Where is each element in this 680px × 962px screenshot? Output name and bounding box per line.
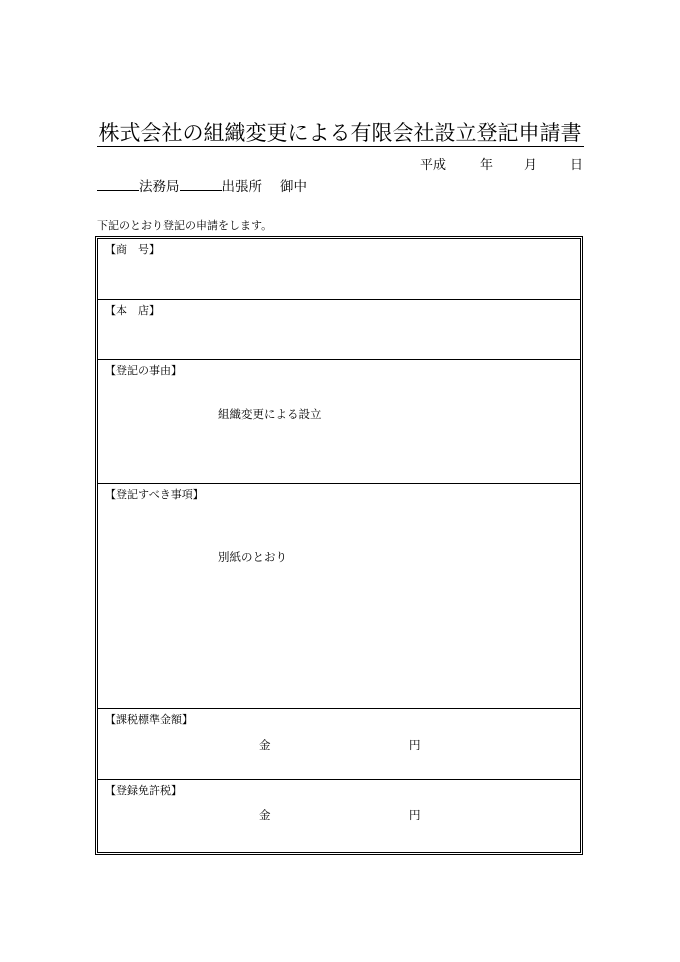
registration-reason-label: 【登記の事由】 [105, 364, 182, 377]
registration-matters-value: 別紙のとおり [218, 550, 287, 564]
branch-blank [180, 178, 222, 191]
application-form-table [95, 236, 583, 855]
document-title: 株式会社の組織変更による有限会社設立登記申請書 [98, 121, 582, 145]
row-registration-license-tax [98, 780, 580, 852]
intro-text: 下記のとおり登記の申請をします。 [97, 219, 273, 232]
row-head-office [98, 300, 580, 360]
trade-name-label: 【商 号】 [105, 243, 160, 256]
tax-base-yen: 円 [409, 738, 421, 752]
branch-label: 出張所 [221, 179, 262, 195]
honorific: 御中 [280, 179, 307, 195]
date-month: 月 [524, 158, 538, 173]
license-tax-kin: 金 [259, 808, 271, 822]
date-day: 日 [570, 158, 584, 173]
bureau-blank [97, 178, 139, 191]
head-office-label: 【本 店】 [105, 304, 160, 317]
registration-reason-value: 組織変更による設立 [218, 407, 322, 421]
office-address-line [97, 178, 307, 196]
row-registration-reason [98, 360, 580, 484]
row-tax-base-amount [98, 709, 580, 780]
row-trade-name [98, 239, 580, 300]
registration-matters-label: 【登記すべき事項】 [105, 488, 204, 501]
row-registration-matters [98, 484, 580, 709]
date-era: 平成 [420, 158, 447, 173]
date-year: 年 [480, 158, 494, 173]
bureau-label: 法務局 [139, 179, 180, 195]
license-tax-yen: 円 [409, 808, 421, 822]
tax-base-amount-label: 【課税標準金額】 [105, 713, 193, 726]
license-tax-label: 【登録免許税】 [105, 784, 182, 797]
tax-base-kin: 金 [259, 738, 271, 752]
